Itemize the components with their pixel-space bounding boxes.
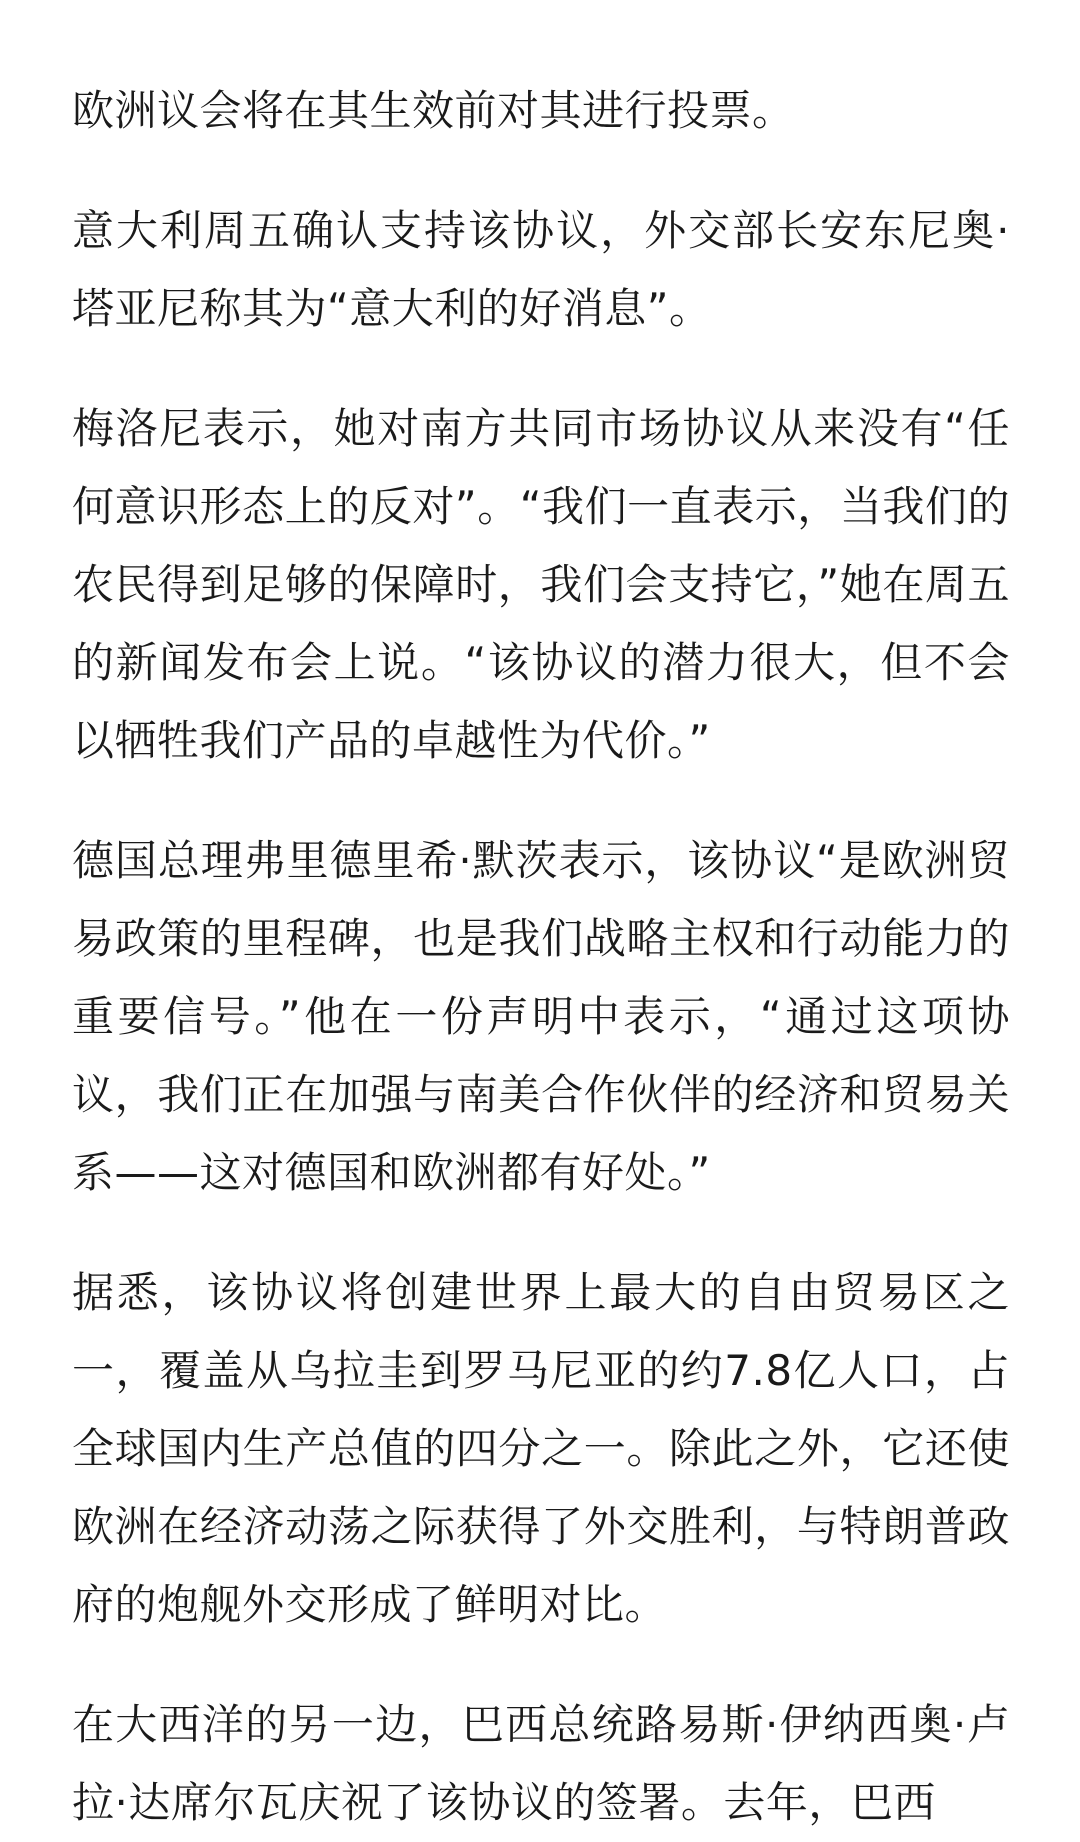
paragraph-meloni: 梅洛尼表示，她对南方共同市场协议从来没有“任何意识形态上的反对”。“我们一直表示，当我们的农民得到足够的保障时，我们会支持它，”她在周五的新闻发布会上说。“该协议的潜力很大，但不会以牺牲我们产品的卓越性为代价。” <box>72 404 1010 765</box>
paragraph-vote: 欧洲议会将在其生效前对其进行投票。 <box>72 86 795 135</box>
paragraph-merz: 德国总理弗里德里希·默茨表示，该协议“是欧洲贸易政策的里程碑，也是我们战略主权和行动能力的重要信号。”他在一份声明中表示，“通过这项协议，我们正在加强与南美合作伙伴的经济和贸易关系——这对德国和欧洲都有好处。” <box>72 836 1010 1197</box>
paragraph-brazil: 在大西洋的另一边，巴西总统路易斯·伊纳西奥·卢拉·达席尔瓦庆祝了该协议的签署。去年，巴西 <box>72 1700 1010 1827</box>
paragraph-italy: 意大利周五确认支持该协议，外交部长安东尼奥·塔亚尼称其为“意大利的好消息”。 <box>72 206 1010 333</box>
paragraph-free-trade-zone: 据悉，该协议将创建世界上最大的自由贸易区之一，覆盖从乌拉圭到罗马尼亚的约7.8亿人口，占全球国内生产总值的四分之一。除此之外，它还使欧洲在经济动荡之际获得了外交胜利，与特朗普政府的炮舰外交形成了鲜明对比。 <box>72 1268 1010 1629</box>
